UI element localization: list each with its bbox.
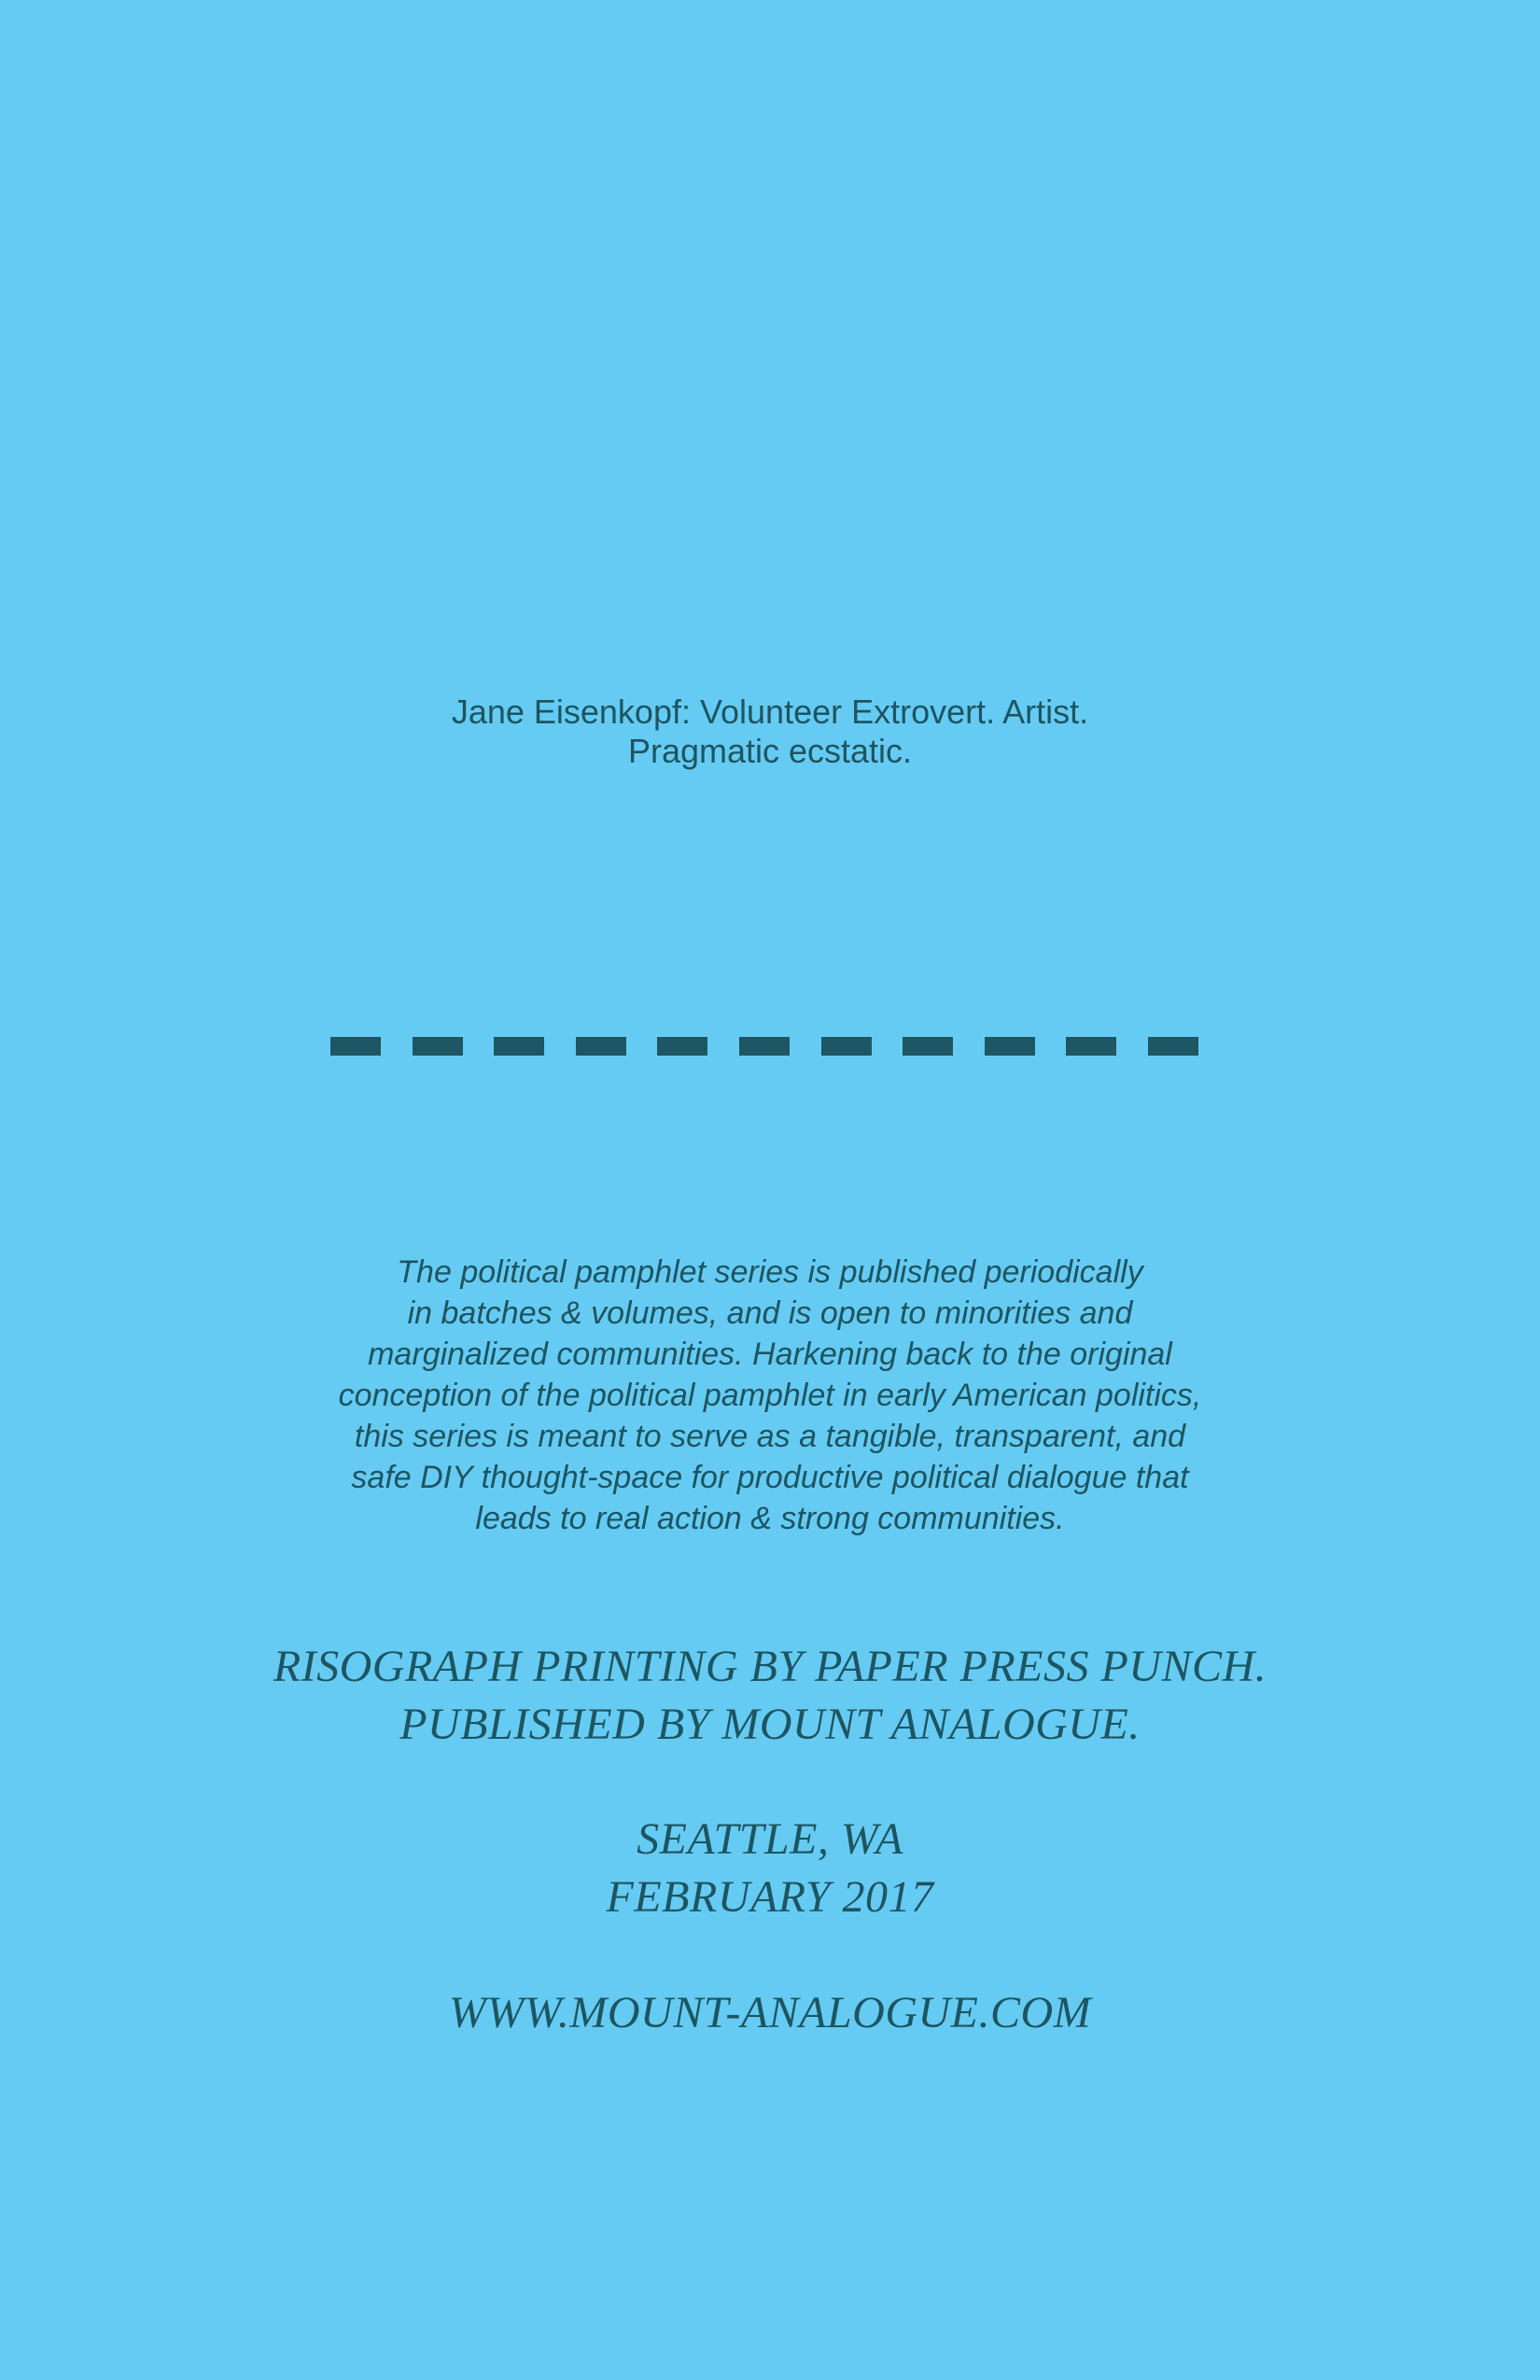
divider-dash xyxy=(657,1037,707,1056)
dashed-divider xyxy=(330,1037,1198,1056)
divider-dash xyxy=(413,1037,463,1056)
description-line: leads to real action & strong communities. xyxy=(475,1501,1065,1536)
divider-dash xyxy=(985,1037,1035,1056)
description-line: in batches & volumes, and is open to minorities and xyxy=(407,1295,1133,1331)
divider-dash xyxy=(576,1037,626,1056)
print-credits xyxy=(0,1638,1540,1754)
description-line: marginalized communities. Harkening back to the original xyxy=(368,1337,1172,1372)
description-line: The political pamphlet series is published periodically xyxy=(397,1254,1143,1290)
city-label: SEATTLE, WA xyxy=(637,1814,903,1864)
website-url xyxy=(0,1984,1540,2042)
author-bio-line-1: Jane Eisenkopf: Volunteer Extrovert. Artist. xyxy=(451,693,1089,731)
series-description xyxy=(0,1252,1540,1539)
divider-dash xyxy=(1066,1037,1116,1056)
description-line: conception of the political pamphlet in early American politics, xyxy=(338,1378,1202,1413)
divider-dash xyxy=(494,1037,544,1056)
divider-dash xyxy=(330,1037,381,1056)
publication-location xyxy=(0,1811,1540,1926)
printing-credit: RISOGRAPH PRINTING BY PAPER PRESS PUNCH. xyxy=(273,1642,1267,1691)
author-bio-line-2: Pragmatic ecstatic. xyxy=(627,732,913,770)
divider-dash xyxy=(821,1037,872,1056)
divider-dash xyxy=(903,1037,953,1056)
website-link-text: WWW.MOUNT-ANALOGUE.COM xyxy=(448,1988,1092,2037)
description-line: this series is meant to serve as a tangible, transparent, and xyxy=(354,1419,1186,1454)
divider-dash xyxy=(739,1037,790,1056)
author-bio xyxy=(0,693,1540,771)
publication-date: FEBRUARY 2017 xyxy=(606,1872,934,1922)
divider-dash xyxy=(1148,1037,1198,1056)
description-line: safe DIY thought-space for productive political dialogue that xyxy=(351,1460,1189,1495)
publisher-credit: PUBLISHED BY MOUNT ANALOGUE. xyxy=(399,1700,1141,1749)
